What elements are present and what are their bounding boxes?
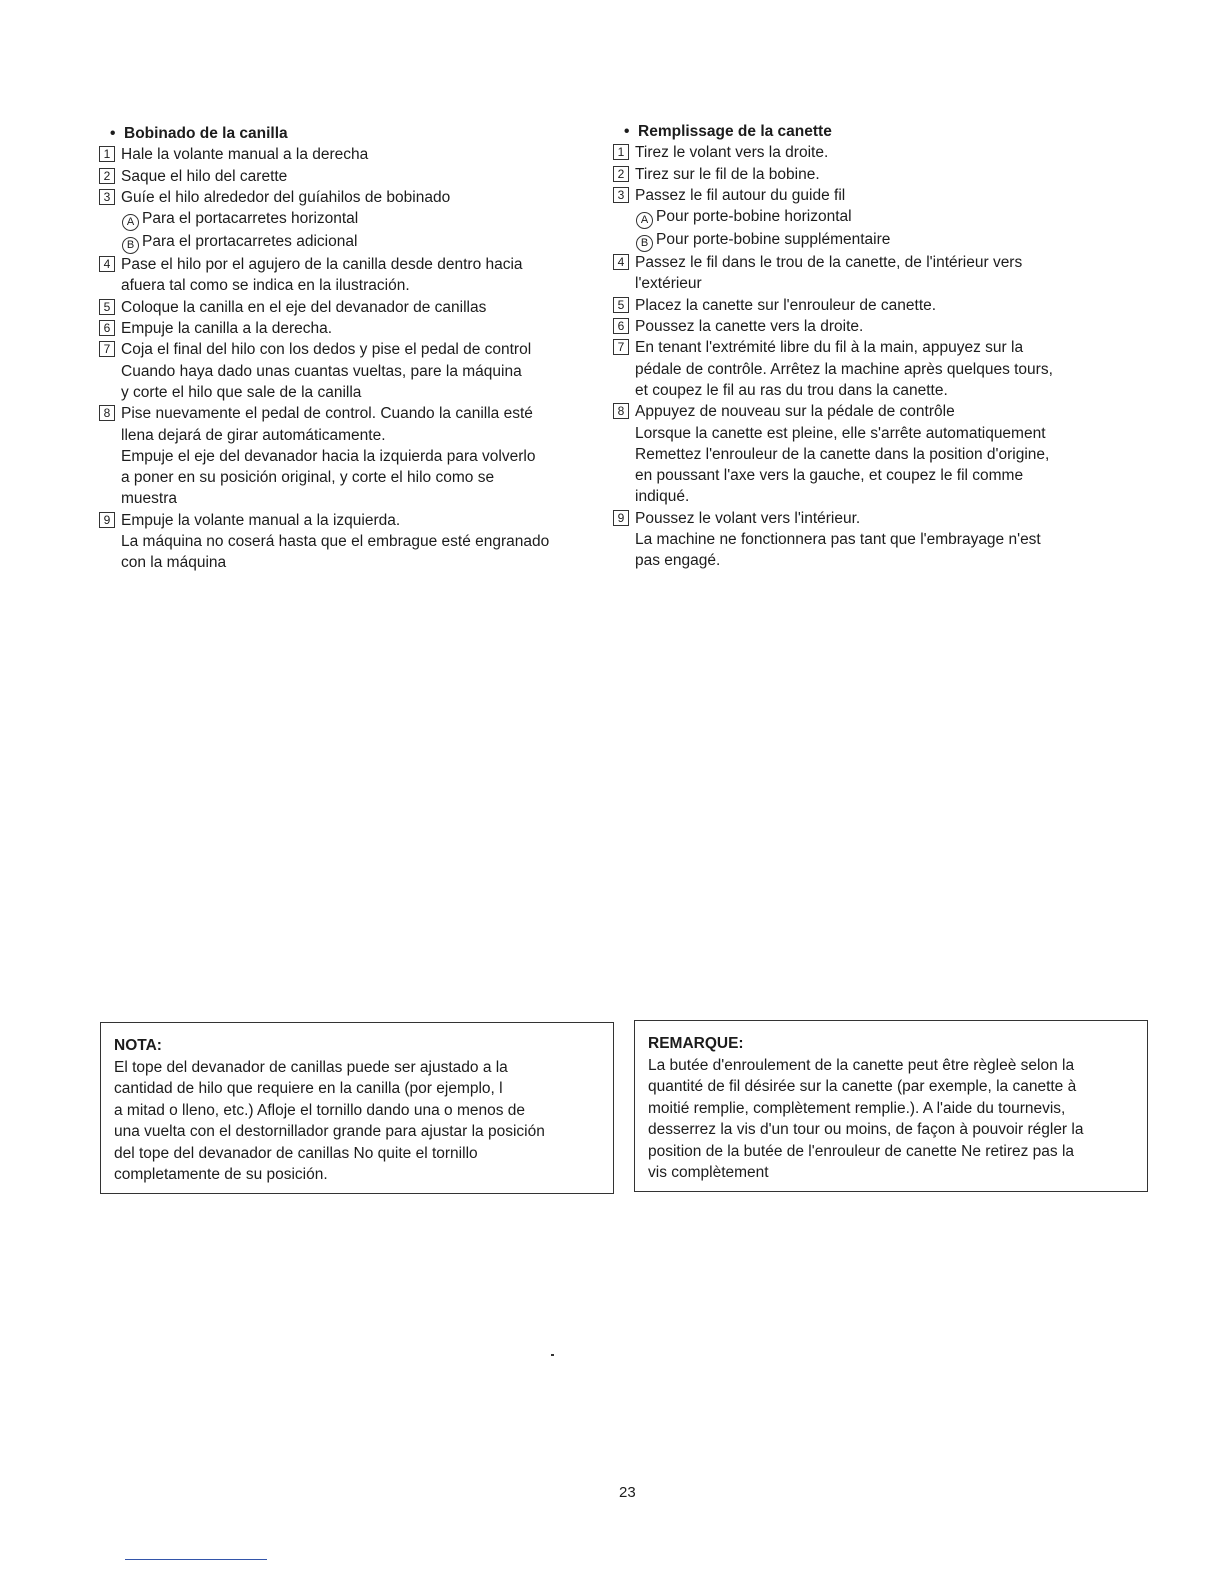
step-9-line-2: La machine ne fonctionnera pas tant que l'embrayage n'est: [635, 531, 1041, 549]
page-number: 23: [619, 1484, 636, 1501]
step-number-box: 7: [613, 339, 629, 355]
step-number-box: 6: [99, 320, 115, 336]
step-7-line-3: y corte el hilo que sale de la canilla: [121, 383, 362, 401]
step-9: 9 Poussez le volant vers l'intérieur.: [624, 508, 1144, 529]
note-line: La butée d'enroulement de la canette peut être règleè selon la: [648, 1056, 1075, 1074]
step-9-line-3: pas engagé.: [635, 552, 721, 570]
step-1: 1 Tirez le volant vers la droite.: [624, 142, 1144, 163]
step-number-box: 5: [99, 299, 115, 315]
step-number-box: 1: [99, 146, 115, 162]
step-8: 8 Appuyez de nouveau sur la pédale de contrôle: [624, 401, 1144, 422]
sub-item-b: B Pour porte-bobine supplémentaire: [624, 229, 1144, 252]
note-line: moitié remplie, complètement remplie.). A l'aide du tournevis,: [648, 1099, 1066, 1117]
note-line: quantité de fil désirée sur la canette (par exemple, la canette à: [648, 1078, 1077, 1095]
step-8-line-2: Lorsque la canette est pleine, elle s'arrête automatiquement: [635, 424, 1046, 442]
step-3: 3 Passez le fil autour du guide fil: [624, 185, 1144, 206]
step-7-line-3: et coupez le fil au ras du trou dans la canette.: [635, 381, 948, 399]
step-number-box: 3: [99, 189, 115, 205]
step-number-box: 8: [613, 403, 629, 419]
note-title: NOTA:: [114, 1037, 162, 1054]
step-4-line-2: afuera tal como se indica en la ilustración.: [121, 277, 410, 295]
french-column: [617, 121, 1144, 572]
step-number-box: 8: [99, 405, 115, 421]
step-8-line-5: indiqué.: [635, 488, 690, 506]
step-number-box: 9: [613, 510, 629, 526]
scan-speck: [551, 1354, 554, 1356]
step-4-line-2: l'extérieur: [635, 275, 702, 293]
step-4: 4 Passez le fil dans le trou de la canette, de l'intérieur vers: [624, 252, 1144, 273]
step-9-line-2: La máquina no coserá hasta que el embrague esté engranado: [121, 533, 550, 551]
section-heading: • Bobinado de la canilla: [110, 125, 288, 142]
remarque-box: [634, 1020, 1148, 1192]
nota-box: [100, 1022, 614, 1194]
sub-item-a: A Pour porte-bobine horizontal: [624, 206, 1144, 229]
step-6: 6 Empuje la canilla a la derecha.: [110, 318, 620, 339]
step-7: 7 Coja el final del hilo con los dedos y pise el pedal de control: [110, 339, 620, 360]
note-line: una vuelta con el destornillador grande para ajustar la posición: [114, 1123, 545, 1140]
circled-letter: B: [636, 235, 653, 252]
step-number-box: 7: [99, 341, 115, 357]
circled-letter: B: [122, 237, 139, 254]
note-line: desserrez la vis d'un tour ou moins, de façon à pouvoir régler la: [648, 1121, 1084, 1138]
note-title: REMARQUE:: [648, 1035, 744, 1052]
step-7: 7 En tenant l'extrémité libre du fil à la main, appuyez sur la: [624, 337, 1144, 358]
step-1: 1 Hale la volante manual a la derecha: [110, 144, 620, 165]
note-line: El tope del devanador de canillas puede ser ajustado a la: [114, 1058, 508, 1076]
step-9: 9 Empuje la volante manual a la izquierda.: [110, 510, 620, 531]
circled-letter: A: [636, 212, 653, 229]
note-line: vis complètement: [648, 1164, 769, 1181]
step-number-box: 5: [613, 297, 629, 313]
step-number-box: 1: [613, 144, 629, 160]
step-8-line-5: muestra: [121, 490, 177, 508]
step-7-line-2: pédale de contrôle. Arrêtez la machine après quelques tours,: [635, 360, 1053, 378]
step-2: 2 Saque el hilo del carette: [110, 166, 620, 187]
step-9-line-3: con la máquina: [121, 554, 227, 572]
step-6: 6 Poussez la canette vers la droite.: [624, 316, 1144, 337]
step-8: 8 Pise nuevamente el pedal de control. Cuando la canilla esté: [110, 403, 620, 424]
step-4: 4 Pase el hilo por el agujero de la canilla desde dentro hacia: [110, 254, 620, 275]
step-number-box: 9: [99, 512, 115, 528]
step-number-box: 4: [613, 254, 629, 270]
step-8-line-3: Remettez l'enrouleur de la canette dans la position d'origine,: [635, 445, 1050, 463]
step-number-box: 6: [613, 318, 629, 334]
note-line: completamente de su posición.: [114, 1166, 328, 1183]
step-2: 2 Tirez sur le fil de la bobine.: [624, 164, 1144, 185]
sub-item-a: A Para el portacarretes horizontal: [110, 208, 620, 231]
step-8-line-4: en poussant l'axe vers la gauche, et coupez le fil comme: [635, 467, 1024, 485]
step-8-line-2: llena dejará de girar automáticamente.: [121, 426, 386, 444]
step-number-box: 2: [99, 168, 115, 184]
step-number-box: 3: [613, 187, 629, 203]
step-number-box: 2: [613, 166, 629, 182]
spanish-column: [103, 123, 620, 574]
circled-letter: A: [122, 214, 139, 231]
note-line: del tope del devanador de canillas No quite el tornillo: [114, 1144, 478, 1162]
step-8-line-3: Empuje el eje del devanador hacia la izquierda para volverlo: [121, 447, 536, 465]
note-line: position de la butée de l'enrouleur de canette Ne retirez pas la: [648, 1142, 1075, 1160]
note-line: a mitad o lleno, etc.) Afloje el tornillo dando una o menos de: [114, 1101, 526, 1119]
note-line: cantidad de hilo que requiere en la canilla (por ejemplo, l: [114, 1080, 503, 1097]
step-3: 3 Guíe el hilo alrededor del guíahilos de bobinado: [110, 187, 620, 208]
step-5: 5 Coloque la canilla en el eje del devanador de canillas: [110, 297, 620, 318]
footer-rule: [125, 1559, 267, 1560]
sub-item-b: B Para el prortacarretes adicional: [110, 231, 620, 254]
step-8-line-4: a poner en su posición original, y corte el hilo como se: [121, 469, 495, 487]
step-5: 5 Placez la canette sur l'enrouleur de canette.: [624, 295, 1144, 316]
step-number-box: 4: [99, 256, 115, 272]
section-heading: • Remplissage de la canette: [624, 123, 832, 140]
step-7-line-2: Cuando haya dado unas cuantas vueltas, pare la máquina: [121, 362, 522, 380]
